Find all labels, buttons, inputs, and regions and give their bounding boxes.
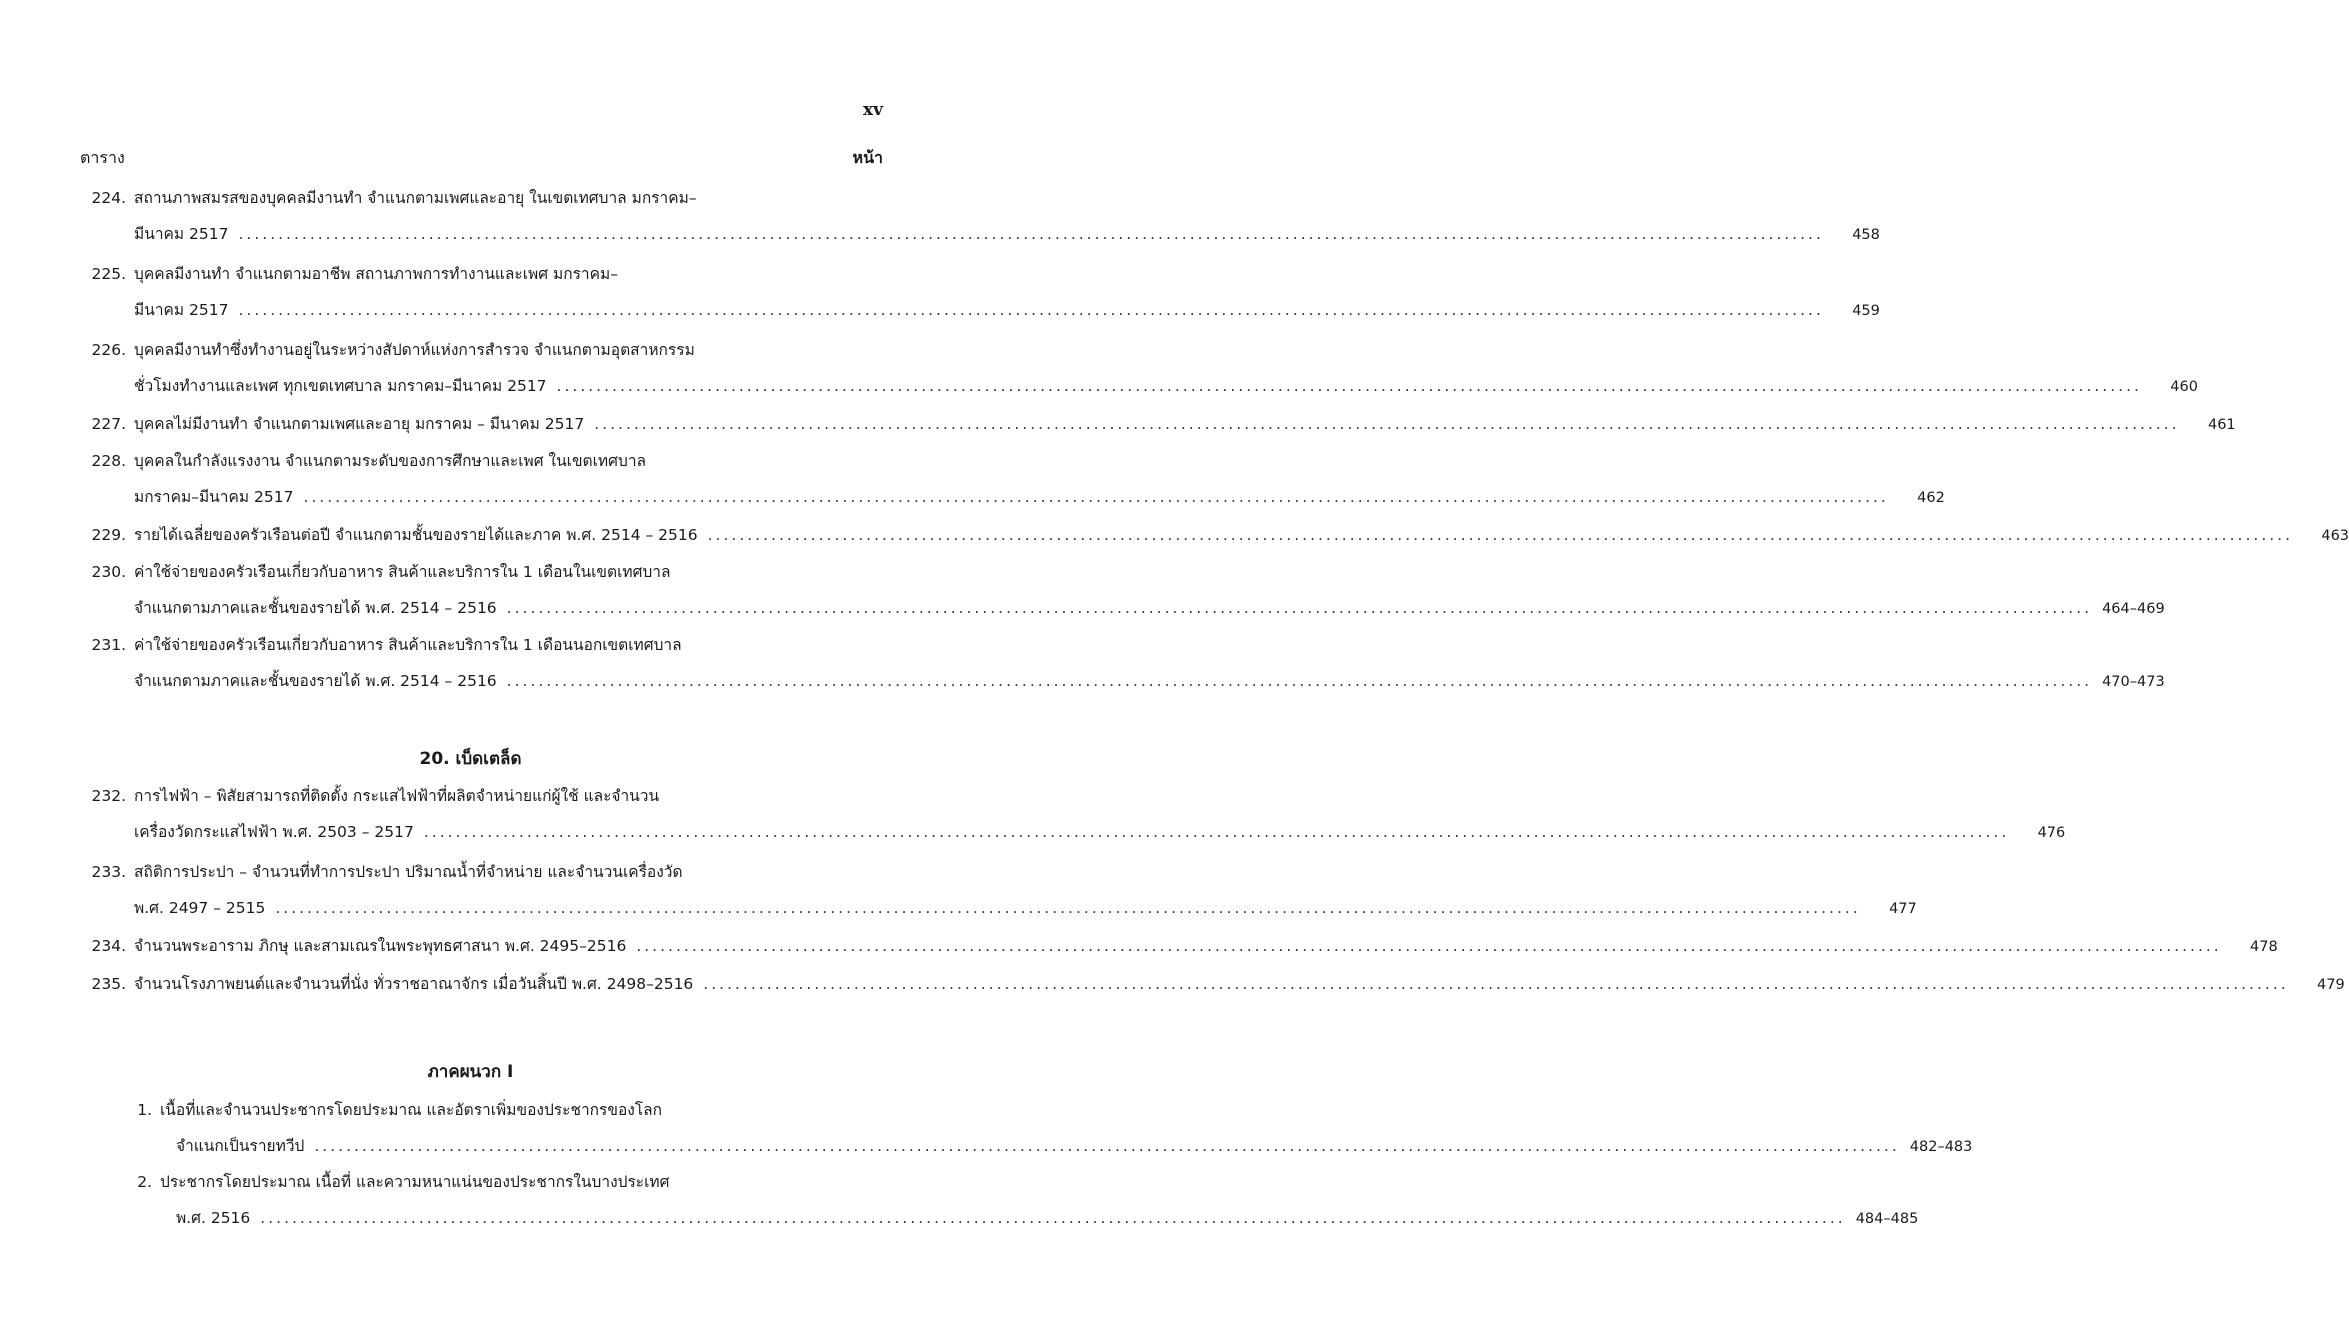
toc-entry-line — [70, 332, 883, 368]
toc-entry — [30, 1092, 1973, 1164]
page-column-header: หน้า — [852, 148, 883, 167]
entry-title: การไฟฟ้า – พิสัยสามารถที่ติดตั้ง กระแสไฟฟ้าที่ผลิตจำหน่ายแก่ผู้ใช้ และจำนวน — [134, 787, 660, 805]
toc-entry-line — [70, 517, 2349, 553]
entry-number: 226. — [91, 341, 126, 359]
entry-page: 458 — [1852, 227, 1880, 243]
toc-entry-line — [70, 890, 1917, 926]
toc-entry-line — [70, 854, 883, 890]
toc-entry — [70, 554, 2165, 626]
entry-title: มีนาคม 2517 — [134, 301, 229, 319]
entry-title: รายได้เฉลี่ยของครัวเรือนต่อปี จำแนกตามชั้นของรายได้และภาค พ.ศ. 2514 – 2516 — [134, 526, 698, 544]
entry-page: 476 — [2037, 825, 2066, 841]
toc-entry-line — [70, 292, 1880, 328]
entry-number: 231. — [91, 636, 126, 654]
entry-title: ค่าใช้จ่ายของครัวเรือนเกี่ยวกับอาหาร สินค้าและบริการใน 1 เดือนนอกเขตเทศบาล — [134, 636, 682, 654]
dot-leader: ........................................................................................................................................................................................................ — [703, 975, 2289, 993]
entry-page: 479 — [2317, 977, 2345, 993]
toc-entry — [70, 443, 1945, 515]
toc-entry-line — [30, 1200, 1919, 1236]
toc-entry-line — [70, 966, 2345, 1002]
toc-entry — [70, 928, 2278, 964]
dot-leader: ........................................................................................................................................................................................................ — [314, 1137, 1900, 1155]
entry-number: 227. — [91, 415, 126, 433]
toc-entry-line — [70, 554, 883, 590]
entry-title: จำแนกตามภาคและชั้นของรายได้ พ.ศ. 2514 – 2516 — [134, 599, 497, 617]
toc-entry-line — [30, 1128, 1973, 1164]
entry-page: 459 — [1852, 303, 1880, 319]
entry-number: 233. — [91, 863, 126, 881]
entry-page: 464–469 — [2102, 601, 2165, 617]
entry-number: 232. — [91, 787, 126, 805]
entry-title: บุคคลในกำลังแรงงาน จำแนกตามระดับของการศึกษาและเพศ ในเขตเทศบาล — [134, 452, 647, 470]
entry-number: 228. — [91, 452, 126, 470]
toc-entry-line — [70, 479, 1945, 515]
dot-leader: ........................................................................................................................................................................................................ — [238, 301, 1824, 319]
entry-title: ค่าใช้จ่ายของครัวเรือนเกี่ยวกับอาหาร สินค้าและบริการใน 1 เดือนในเขตเทศบาล — [134, 563, 671, 581]
dot-leader: ........................................................................................................................................................................................................ — [556, 377, 2142, 395]
entry-title: เครื่องวัดกระแสไฟฟ้า พ.ศ. 2503 – 2517 — [134, 823, 414, 841]
entry-page: 463 — [2321, 528, 2349, 544]
entry-number: 2. — [137, 1173, 152, 1191]
entry-title: บุคคลไม่มีงานทำ จำแนกตามเพศและอายุ มกราคม – มีนาคม 2517 — [134, 415, 585, 433]
entry-page: 484–485 — [1855, 1211, 1919, 1227]
entry-title: มีนาคม 2517 — [134, 225, 229, 243]
entry-page: 462 — [1917, 490, 1945, 506]
entry-number: 234. — [91, 937, 126, 955]
entry-title: จำนวนโรงภาพยนต์และจำนวนที่นั่ง ทั่วราชอาณาจักร เมื่อวันสิ้นปี พ.ศ. 2498–2516 — [134, 975, 694, 993]
entry-page: 477 — [1889, 901, 1917, 917]
toc-entry-line — [70, 778, 883, 814]
table-column-header: ตาราง — [80, 148, 125, 167]
toc-entry — [70, 517, 2349, 553]
dot-leader: ........................................................................................................................................................................................................ — [303, 488, 1889, 506]
dot-leader: ........................................................................................................................................................................................................ — [275, 899, 1861, 917]
appendix-title: ภาคผนวก I — [427, 1062, 514, 1082]
dot-leader: ........................................................................................................................................................................................................ — [506, 599, 2093, 617]
toc-entry-line — [30, 1092, 883, 1128]
entry-title: เนื้อที่และจำนวนประชากรโดยประมาณ และอัตราเพิ่มของประชากรของโลก — [160, 1101, 663, 1119]
toc-entry-line — [70, 368, 2198, 404]
toc-entry-line — [70, 443, 883, 479]
entry-number: 235. — [91, 975, 126, 993]
entry-number: 230. — [91, 563, 126, 581]
section-20-title: 20. เบ็ดเตล็ด — [419, 749, 522, 769]
entry-number: 224. — [91, 189, 126, 207]
toc-entry-line — [70, 814, 2066, 850]
entry-title: จำนวนพระอาราม ภิกษุ และสามเณรในพระพุทธศาสนา พ.ศ. 2495–2516 — [134, 937, 627, 955]
toc-entry-line — [70, 180, 883, 216]
entry-title: มกราคม–มีนาคม 2517 — [134, 488, 294, 506]
toc-entry — [70, 778, 2066, 850]
toc-entry — [70, 332, 2198, 404]
entry-title: สถานภาพสมรสของบุคคลมีงานทำ จำแนกตามเพศและอายุ ในเขตเทศบาล มกราคม– — [134, 189, 697, 207]
toc-entry — [70, 256, 1880, 328]
toc-entry — [70, 966, 2345, 1002]
dot-leader: ........................................................................................................................................................................................................ — [707, 526, 2294, 544]
entry-number: 229. — [91, 526, 126, 544]
toc-entry — [70, 180, 1880, 252]
entry-title: สถิติการประปา – จำนวนที่ทำการประปา ปริมาณน้ำที่จำหน่าย และจำนวนเครื่องวัด — [134, 863, 683, 881]
toc-entry-line — [70, 590, 2165, 626]
entry-page: 460 — [2170, 379, 2198, 395]
dot-leader: ........................................................................................................................................................................................................ — [423, 823, 2010, 841]
dot-leader: ........................................................................................................................................................................................................ — [594, 415, 2180, 433]
entry-title: บุคคลมีงานทำ จำแนกตามอาชีพ สถานภาพการทำงานและเพศ มกราคม– — [134, 265, 618, 283]
dot-leader: ........................................................................................................................................................................................................ — [238, 225, 1824, 243]
entry-title: ชั่วโมงทำงานและเพศ ทุกเขตเทศบาล มกราคม–มีนาคม 2517 — [134, 377, 547, 395]
toc-entry-line — [70, 256, 883, 292]
toc-entry-line — [70, 627, 883, 663]
toc-entry-line — [70, 406, 2236, 442]
entry-page: 470–473 — [2102, 674, 2165, 690]
entry-number: 225. — [91, 265, 126, 283]
toc-entry — [70, 627, 2165, 699]
entry-title: ประชากรโดยประมาณ เนื้อที่ และความหนาแน่นของประชากรในบางประเทศ — [160, 1173, 670, 1191]
toc-entry — [30, 1164, 1919, 1236]
entry-page: 482–483 — [1909, 1139, 1973, 1155]
entry-title: พ.ศ. 2516 — [176, 1209, 251, 1227]
toc-entry-line — [30, 1164, 883, 1200]
entry-title: จำแนกตามภาคและชั้นของรายได้ พ.ศ. 2514 – 2516 — [134, 672, 497, 690]
entry-number: 1. — [137, 1101, 152, 1119]
dot-leader: ........................................................................................................................................................................................................ — [506, 672, 2093, 690]
page-number: xv — [862, 100, 883, 120]
dot-leader: ........................................................................................................................................................................................................ — [636, 937, 2222, 955]
entry-title: จำแนกเป็นรายทวีป — [176, 1137, 305, 1155]
toc-entry — [70, 406, 2236, 442]
toc-entry — [70, 854, 1917, 926]
dot-leader: ........................................................................................................................................................................................................ — [260, 1209, 1846, 1227]
toc-entry-line — [70, 663, 2165, 699]
toc-entry-line — [70, 928, 2278, 964]
entry-title: บุคคลมีงานทำซึ่งทำงานอยู่ในระหว่างสัปดาห์แห่งการสำรวจ จำแนกตามอุตสาหกรรม — [134, 341, 695, 359]
toc-entry-line — [70, 216, 1880, 252]
entry-page: 478 — [2250, 939, 2278, 955]
entry-title: พ.ศ. 2497 – 2515 — [134, 899, 266, 917]
entry-page: 461 — [2207, 417, 2236, 433]
